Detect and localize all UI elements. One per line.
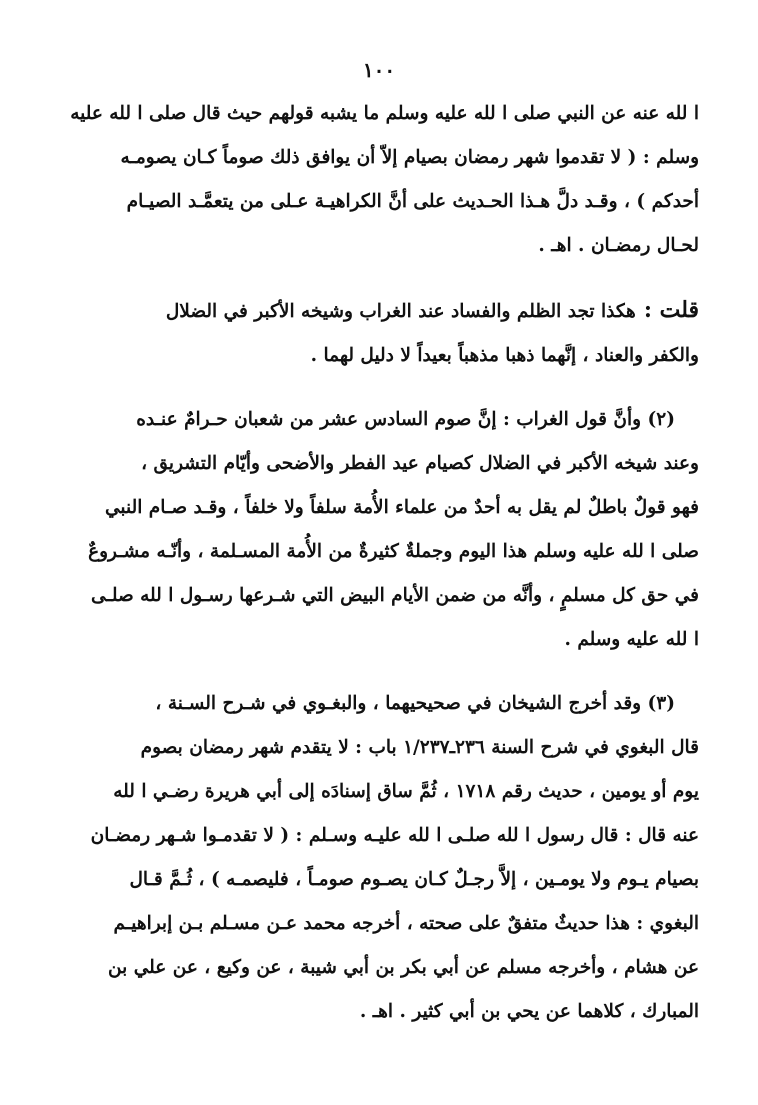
- text-line: (٣) وقد أخرج الشيخان في صحيحيهما ، والبغـوي في شـرح السـنة ،: [155, 693, 675, 714]
- page-number: ١٠٠: [362, 58, 396, 82]
- text-line: بصيام يـوم ولا يومـين ، إلاَّ رجـلٌ كـان يصـوم صومـاً ، فليصمـه ) ، ثُـمَّ قـال: [129, 869, 699, 890]
- text-line-content: هكذا تجد الظلم والفساد عند الغراب وشيخه الأكبر في الضلال: [165, 301, 636, 322]
- text-line: صلى ا لله عليه وسلم هذا اليوم وجملةٌ كثيرةٌ من الأُمة المسـلمة ، وأنّـه مشـروعٌ: [88, 541, 699, 562]
- text-line: يوم أو يومين ، حديث رقم ١٧١٨ ، ثُمَّ ساق إسنادَه إلى أبي هريرة رضـي ا لله: [113, 781, 699, 802]
- text-line: في حق كل مسلمٍ ، وأنَّه من ضمن الأيام البيض التي شـرعها رسـول ا لله صلـى: [91, 585, 699, 606]
- text-line: (٢) وأنَّ قول الغراب : إنَّ صوم السادس عشر من شعبان حـرامٌ عنـده: [136, 409, 675, 430]
- text-line: البغوي : هذا حديثٌ متفقٌ على صحته ، أخرجه محمد عـن مسـلم بـن إبراهيـم: [113, 913, 699, 934]
- text-line: قال البغوي في شرح السنة ٢٣٦ـ١/٢٣٧ باب : لا يتقدم شهر رمضان بصوم: [140, 737, 699, 758]
- text-line: [64, 288, 699, 334]
- text-line: وعند شيخه الأكبر في الضلال كصيام عيد الفطر والأضحى وأيّام التشريق ،: [141, 453, 699, 474]
- paragraph-gap: [64, 268, 699, 288]
- text-line: لحـال رمضـان . اهـ .: [538, 235, 699, 256]
- paragraph-qultu: [64, 288, 699, 378]
- paragraph-point-3: [64, 682, 699, 1034]
- paragraph-point-2: [64, 398, 699, 662]
- text-line: والكفر والعناد ، إنَّهما ذهبا مذهباً بعيداً لا دليل لهما .: [310, 345, 699, 366]
- text-line: فهو قولٌ باطلٌ لم يقل به أحدٌ من علماء الأُمة سلفاً ولا خلفاً ، وقـد صـام النبي: [105, 497, 699, 518]
- paragraph-gap: [64, 662, 699, 682]
- document-body: [64, 92, 699, 1034]
- text-line: عنه قال : قال رسول ا لله صلـى ا لله عليـه وسـلم : ( لا تقدمـوا شـهر رمضـان: [90, 825, 699, 846]
- text-line: ا لله عليه وسلم .: [564, 629, 699, 650]
- text-line: ا لله عنه عن النبي صلى ا لله عليه وسلم ما يشبه قولهم حيث قال صلى ا لله عليه: [70, 103, 699, 124]
- text-line: أحدكم ) ، وقـد دلَّ هـذا الحـديث على أنَّ الكراهيـة عـلى من يتعمَّـد الصيـام: [126, 191, 699, 212]
- paragraph-quote-end: [64, 92, 699, 268]
- text-line: المبارك ، كلاهما عن يحي بن أبي كثير . اهـ .: [359, 1001, 699, 1022]
- text-line: عن هشام ، وأخرجه مسلم عن أبي بكر بن أبي شيبة ، عن وكيع ، عن علي بن: [108, 957, 699, 978]
- qultu-label: قلت :: [643, 297, 699, 323]
- text-line: وسلم : ( لا تقدموا شهر رمضان بصيام إلاّ أن يوافق ذلك صوماً كـان يصومـه: [120, 147, 699, 168]
- paragraph-gap: [64, 378, 699, 398]
